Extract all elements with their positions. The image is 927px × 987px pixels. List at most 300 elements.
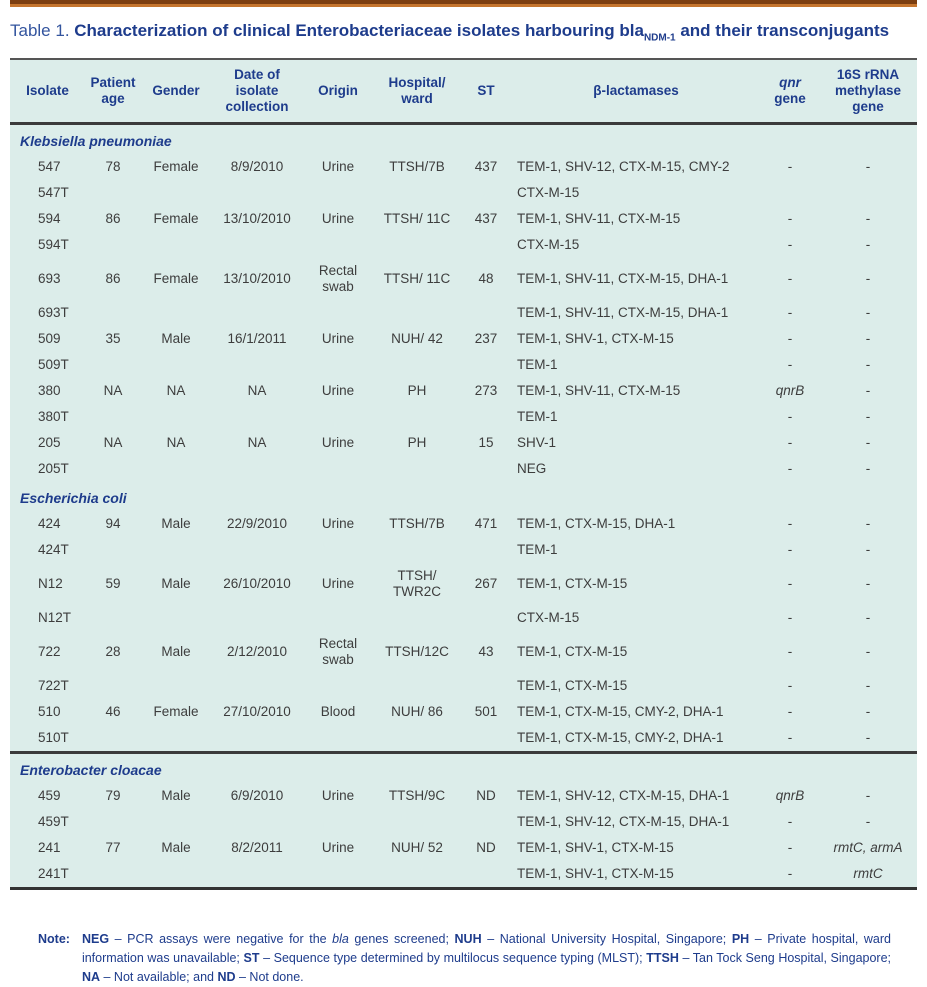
- cell-hospital-ward: TTSH/7B: [389, 159, 445, 174]
- table-row: [10, 456, 917, 482]
- cell-qnr-gene: -: [787, 331, 793, 346]
- column-header-patient-age: Patient age: [85, 59, 141, 124]
- cell-st: [461, 352, 511, 378]
- cell-origin: Urine: [321, 576, 355, 591]
- table-row: [10, 430, 917, 456]
- cell-st: [461, 673, 511, 699]
- column-header-st: ST: [461, 59, 511, 124]
- cell-qnr-gene: -: [787, 159, 793, 174]
- table-row: [10, 725, 917, 753]
- cell-qnr-gene: [761, 783, 819, 809]
- cell-hospital-ward: [373, 404, 461, 430]
- cell-16s-rrna-methylase-gene: -: [865, 644, 871, 659]
- section-name: Enterobacter cloacae: [10, 753, 917, 784]
- table-row: [10, 605, 917, 631]
- cell-gender: Male: [161, 644, 191, 659]
- cell-origin: [303, 861, 373, 889]
- text-segment: NUH: [454, 932, 482, 946]
- cell-isolate: 424: [38, 516, 61, 531]
- cell-beta-lactamases: TEM-1: [517, 357, 558, 372]
- cell-isolate: 693: [38, 271, 61, 286]
- cell-st: [461, 809, 511, 835]
- cell-isolate: 459T: [38, 814, 69, 829]
- cell-qnr-gene: -: [787, 542, 793, 557]
- cell-st: ND: [476, 840, 496, 855]
- section-header-row: [10, 124, 917, 155]
- cell-hospital-ward: PH: [407, 435, 427, 450]
- cell-gender: [141, 456, 211, 482]
- cell-st: ND: [476, 788, 496, 803]
- cell-isolate: 205T: [38, 461, 69, 476]
- cell-16s-rrna-methylase-gene: -: [865, 383, 871, 398]
- text-segment: gene: [774, 91, 806, 106]
- cell-date-of-isolate-collection: [211, 725, 303, 753]
- cell-beta-lactamases: TEM-1, SHV-11, CTX-M-15: [517, 211, 681, 226]
- table-row: [10, 352, 917, 378]
- table-title-main: Characterization of clinical Enterobacteriaceae isolates harbouring bla: [74, 21, 644, 40]
- cell-gender: Male: [161, 788, 191, 803]
- cell-isolate: 459: [38, 788, 61, 803]
- cell-st: 237: [474, 331, 498, 346]
- cell-patient-age: 78: [105, 159, 121, 174]
- cell-qnr-gene: -: [787, 461, 793, 476]
- column-header-beta-lactamases: β-lactamases: [511, 59, 761, 124]
- cell-date-of-isolate-collection: [211, 537, 303, 563]
- cell-16s-rrna-methylase-gene: -: [865, 542, 871, 557]
- cell-qnr-gene: -: [787, 610, 793, 625]
- table-row: [10, 404, 917, 430]
- cell-patient-age: 86: [105, 211, 121, 226]
- cell-qnr-gene: -: [787, 237, 793, 252]
- cell-beta-lactamases: TEM-1, SHV-1, CTX-M-15: [517, 331, 674, 346]
- text-segment: qnr: [779, 75, 801, 90]
- cell-16s-rrna-methylase-gene: -: [865, 788, 871, 803]
- cell-patient-age: [85, 725, 141, 753]
- cell-origin: Urine: [321, 383, 355, 398]
- cell-gender: Female: [153, 211, 199, 226]
- cell-date-of-isolate-collection: 13/10/2010: [223, 211, 291, 226]
- cell-gender: [141, 232, 211, 258]
- cell-16s-rrna-methylase-gene: -: [865, 435, 871, 450]
- cell-qnr-gene: -: [787, 305, 793, 320]
- cell-isolate: 510T: [38, 730, 69, 745]
- cell-beta-lactamases: TEM-1, SHV-1, CTX-M-15: [517, 866, 674, 881]
- table-row: [10, 563, 917, 605]
- cell-beta-lactamases: CTX-M-15: [517, 610, 580, 625]
- table-body: [10, 124, 917, 889]
- cell-st: [461, 456, 511, 482]
- cell-date-of-isolate-collection: 26/10/2010: [223, 576, 291, 591]
- cell-date-of-isolate-collection: [211, 861, 303, 889]
- cell-qnr-gene: -: [787, 271, 793, 286]
- text-segment: – Sequence type determined by multilocus sequence typing (MLST);: [259, 951, 647, 965]
- cell-gender: Male: [161, 516, 191, 531]
- cell-date-of-isolate-collection: [211, 404, 303, 430]
- column-header-16s-rrna-methylase-gene: 16S rRNA methylase gene: [819, 59, 917, 124]
- cell-patient-age: [85, 537, 141, 563]
- cell-hospital-ward: TTSH/ TWR2C: [393, 568, 441, 599]
- cell-gender: NA: [166, 435, 186, 450]
- cell-isolate: 205: [38, 435, 61, 450]
- cell-origin: Urine: [321, 788, 355, 803]
- table-number-label: Table 1.: [10, 21, 75, 40]
- table-row: [10, 154, 917, 180]
- cell-hospital-ward: TTSH/9C: [388, 788, 446, 803]
- table-row: [10, 809, 917, 835]
- cell-patient-age: [85, 456, 141, 482]
- cell-gender: Male: [161, 331, 191, 346]
- cell-origin: [303, 537, 373, 563]
- table-note: [38, 930, 891, 987]
- section-header-row: [10, 753, 917, 784]
- cell-beta-lactamases: TEM-1: [517, 542, 558, 557]
- cell-hospital-ward: [373, 232, 461, 258]
- cell-beta-lactamases: CTX-M-15: [517, 237, 580, 252]
- text-segment: qnrB: [775, 383, 805, 398]
- cell-isolate: N12T: [38, 610, 72, 625]
- cell-st: [461, 861, 511, 889]
- cell-beta-lactamases: TEM-1, CTX-M-15, CMY-2, DHA-1: [517, 704, 724, 719]
- cell-16s-rrna-methylase-gene: -: [865, 678, 871, 693]
- cell-hospital-ward: [373, 456, 461, 482]
- cell-isolate: 722: [38, 644, 61, 659]
- cell-patient-age: 59: [105, 576, 121, 591]
- cell-gender: [141, 180, 211, 206]
- column-header-hospital-ward: Hospital/ ward: [373, 59, 461, 124]
- cell-patient-age: [85, 404, 141, 430]
- cell-hospital-ward: [373, 605, 461, 631]
- cell-beta-lactamases: TEM-1, SHV-12, CTX-M-15, DHA-1: [517, 788, 730, 803]
- cell-date-of-isolate-collection: 2/12/2010: [226, 644, 288, 659]
- text-segment: ND: [217, 970, 236, 984]
- cell-patient-age: 77: [105, 840, 121, 855]
- table-row: [10, 783, 917, 809]
- cell-st: [461, 605, 511, 631]
- cell-16s-rrna-methylase-gene: -: [865, 704, 871, 719]
- cell-16s-rrna-methylase-gene: -: [865, 576, 871, 591]
- text-segment: ST: [243, 951, 260, 965]
- table-row: [10, 326, 917, 352]
- cell-qnr-gene: -: [787, 435, 793, 450]
- cell-beta-lactamases: SHV-1: [517, 435, 557, 450]
- cell-isolate: 424T: [38, 542, 69, 557]
- cell-beta-lactamases: CTX-M-15: [517, 185, 580, 200]
- cell-origin: Urine: [321, 211, 355, 226]
- cell-st: [461, 300, 511, 326]
- cell-st: [461, 232, 511, 258]
- cell-date-of-isolate-collection: [211, 809, 303, 835]
- section-header-row: [10, 482, 917, 511]
- section-name: Escherichia coli: [20, 490, 127, 506]
- cell-beta-lactamases: TEM-1, CTX-M-15: [517, 644, 628, 659]
- cell-st: 501: [474, 704, 498, 719]
- cell-qnr-gene: -: [787, 357, 793, 372]
- cell-origin: [303, 456, 373, 482]
- text-segment: bla: [332, 932, 349, 946]
- table-title-suffix: and their transconjugants: [675, 21, 890, 40]
- cell-origin: [303, 180, 373, 206]
- text-segment: NEG: [81, 932, 110, 946]
- cell-beta-lactamases: TEM-1, CTX-M-15, DHA-1: [517, 516, 676, 531]
- cell-date-of-isolate-collection: [211, 605, 303, 631]
- cell-origin: [303, 404, 373, 430]
- cell-patient-age: [85, 352, 141, 378]
- cell-origin: Urine: [321, 159, 355, 174]
- cell-gender: Female: [153, 271, 199, 286]
- cell-hospital-ward: [373, 300, 461, 326]
- cell-isolate: 241T: [38, 866, 69, 881]
- cell-patient-age: 94: [105, 516, 121, 531]
- cell-patient-age: 35: [105, 331, 121, 346]
- cell-patient-age: [85, 232, 141, 258]
- cell-st: 267: [474, 576, 498, 591]
- text-segment: – Not available; and: [100, 970, 218, 984]
- cell-isolate: 693T: [38, 305, 69, 320]
- cell-beta-lactamases: TEM-1, CTX-M-15: [517, 678, 628, 693]
- cell-origin: [303, 605, 373, 631]
- cell-date-of-isolate-collection: 27/10/2010: [223, 704, 291, 719]
- cell-date-of-isolate-collection: [211, 300, 303, 326]
- cell-st: 15: [478, 435, 494, 450]
- cell-date-of-isolate-collection: 6/9/2010: [230, 788, 284, 803]
- cell-gender: [141, 725, 211, 753]
- table-row: [10, 180, 917, 206]
- cell-16s-rrna-methylase-gene: -: [865, 211, 871, 226]
- cell-gender: Male: [161, 576, 191, 591]
- table-row: [10, 631, 917, 673]
- cell-origin: Rectal swab: [318, 636, 358, 667]
- cell-patient-age: 46: [105, 704, 121, 719]
- cell-hospital-ward: [373, 673, 461, 699]
- cell-qnr-gene: -: [787, 516, 793, 531]
- cell-origin: Urine: [321, 331, 355, 346]
- cell-date-of-isolate-collection: 13/10/2010: [223, 271, 291, 286]
- cell-hospital-ward: TTSH/ 11C: [383, 211, 451, 226]
- cell-16s-rrna-methylase-gene: -: [865, 516, 871, 531]
- cell-16s-rrna-methylase-gene: -: [865, 610, 871, 625]
- cell-st: 273: [474, 383, 498, 398]
- cell-origin: [303, 232, 373, 258]
- cell-qnr-gene: -: [787, 814, 793, 829]
- cell-patient-age: 79: [105, 788, 121, 803]
- text-segment: – Tan Tock Seng Hospital, Singapore;: [678, 951, 892, 965]
- cell-st: 437: [474, 159, 498, 174]
- cell-patient-age: [85, 300, 141, 326]
- cell-hospital-ward: [373, 352, 461, 378]
- cell-patient-age: NA: [103, 435, 123, 450]
- cell-origin: Urine: [321, 435, 355, 450]
- cell-gender: [141, 673, 211, 699]
- table-row: [10, 673, 917, 699]
- cell-qnr-gene: -: [787, 211, 793, 226]
- cell-date-of-isolate-collection: 8/9/2010: [230, 159, 284, 174]
- cell-origin: [303, 673, 373, 699]
- column-header-isolate: Isolate: [10, 59, 85, 124]
- cell-qnr-gene: -: [787, 730, 793, 745]
- cell-16s-rrna-methylase-gene: -: [865, 814, 871, 829]
- cell-date-of-isolate-collection: 22/9/2010: [226, 516, 288, 531]
- cell-isolate: 380: [38, 383, 61, 398]
- cell-patient-age: NA: [103, 383, 123, 398]
- table-title-subscript: NDM-1: [643, 32, 676, 44]
- cell-16s-rrna-methylase-gene: -: [865, 237, 871, 252]
- cell-gender: Male: [161, 840, 191, 855]
- cell-isolate: 509T: [38, 357, 69, 372]
- cell-hospital-ward: TTSH/12C: [385, 644, 449, 659]
- cell-patient-age: [85, 673, 141, 699]
- cell-date-of-isolate-collection: [211, 180, 303, 206]
- cell-hospital-ward: NUH/ 86: [391, 704, 443, 719]
- text-segment: rmtC, armA: [833, 840, 903, 855]
- cell-patient-age: [85, 605, 141, 631]
- cell-16s-rrna-methylase-gene: [819, 835, 917, 861]
- cell-hospital-ward: PH: [407, 383, 427, 398]
- cell-qnr-gene: -: [787, 576, 793, 591]
- cell-date-of-isolate-collection: NA: [247, 435, 267, 450]
- cell-st: 471: [474, 516, 498, 531]
- text-segment: genes screened;: [348, 932, 455, 946]
- cell-patient-age: 86: [105, 271, 121, 286]
- cell-patient-age: [85, 861, 141, 889]
- cell-16s-rrna-methylase-gene: -: [865, 331, 871, 346]
- cell-beta-lactamases: TEM-1, SHV-1, CTX-M-15: [517, 840, 674, 855]
- table-row: [10, 378, 917, 404]
- cell-qnr-gene: -: [787, 840, 793, 855]
- column-header-date-of-isolate-collection: Date of isolate collection: [211, 59, 303, 124]
- cell-date-of-isolate-collection: [211, 232, 303, 258]
- cell-gender: [141, 809, 211, 835]
- table-row: [10, 511, 917, 537]
- cell-origin: [303, 352, 373, 378]
- cell-origin: Urine: [321, 516, 355, 531]
- cell-isolate: 241: [38, 840, 61, 855]
- cell-origin: [303, 725, 373, 753]
- cell-isolate: N12: [38, 576, 63, 591]
- cell-hospital-ward: [373, 725, 461, 753]
- table-row: [10, 300, 917, 326]
- cell-hospital-ward: [373, 180, 461, 206]
- cell-hospital-ward: TTSH/ 11C: [383, 271, 451, 286]
- cell-isolate: 594T: [38, 237, 69, 252]
- cell-16s-rrna-methylase-gene: -: [865, 357, 871, 372]
- cell-gender: [141, 537, 211, 563]
- cell-isolate: 594: [38, 211, 61, 226]
- cell-beta-lactamases: TEM-1, CTX-M-15: [517, 576, 628, 591]
- cell-patient-age: 28: [105, 644, 121, 659]
- cell-isolate: 722T: [38, 678, 69, 693]
- text-segment: – PCR assays were negative for the: [109, 932, 333, 946]
- cell-beta-lactamases: TEM-1, CTX-M-15, CMY-2, DHA-1: [517, 730, 724, 745]
- section-name: Klebsiella pneumoniae: [20, 133, 172, 149]
- cell-origin: [303, 809, 373, 835]
- text-segment: – Private hospital, ward information was unavailable;: [81, 932, 891, 965]
- cell-origin: Rectal swab: [318, 263, 358, 294]
- cell-16s-rrna-methylase-gene: [819, 861, 917, 889]
- note-label: Note:: [38, 932, 70, 946]
- cell-gender: [141, 352, 211, 378]
- cell-gender: NA: [166, 383, 186, 398]
- cell-date-of-isolate-collection: [211, 352, 303, 378]
- text-segment: rmtC: [853, 866, 883, 881]
- cell-isolate: 510: [38, 704, 61, 719]
- cell-qnr-gene: -: [787, 644, 793, 659]
- cell-hospital-ward: [373, 809, 461, 835]
- cell-date-of-isolate-collection: 16/1/2011: [227, 331, 287, 346]
- cell-origin: [303, 300, 373, 326]
- cell-patient-age: [85, 809, 141, 835]
- cell-st: 43: [478, 644, 494, 659]
- table-row: [10, 537, 917, 563]
- cell-beta-lactamases: TEM-1, SHV-11, CTX-M-15, DHA-1: [517, 305, 729, 320]
- text-segment: – Not done.: [235, 970, 304, 984]
- cell-16s-rrna-methylase-gene: -: [865, 159, 871, 174]
- cell-gender: [141, 861, 211, 889]
- cell-patient-age: [85, 180, 141, 206]
- cell-st: 437: [474, 211, 498, 226]
- cell-beta-lactamases: TEM-1, SHV-11, CTX-M-15: [517, 383, 681, 398]
- table-row: [10, 258, 917, 300]
- cell-qnr-gene: -: [787, 866, 793, 881]
- column-header-gender: Gender: [141, 59, 211, 124]
- cell-hospital-ward: NUH/ 52: [391, 840, 443, 855]
- page-title: [10, 20, 917, 42]
- cell-qnr-gene: -: [787, 678, 793, 693]
- cell-date-of-isolate-collection: [211, 673, 303, 699]
- cell-beta-lactamases: TEM-1, SHV-11, CTX-M-15, DHA-1: [517, 271, 729, 286]
- cell-origin: Blood: [320, 704, 356, 719]
- note-body: [82, 930, 891, 987]
- column-header-origin: Origin: [303, 59, 373, 124]
- cell-qnr-gene: -: [787, 704, 793, 719]
- table-row: [10, 835, 917, 861]
- cell-st: [461, 725, 511, 753]
- cell-16s-rrna-methylase-gene: -: [865, 730, 871, 745]
- cell-gender: Female: [153, 704, 199, 719]
- cell-st: 48: [478, 271, 494, 286]
- cell-beta-lactamases: NEG: [517, 461, 547, 476]
- cell-beta-lactamases: TEM-1: [517, 409, 558, 424]
- cell-isolate: 509: [38, 331, 61, 346]
- isolates-table: [10, 58, 917, 890]
- cell-isolate: 547T: [38, 185, 69, 200]
- cell-hospital-ward: TTSH/7B: [389, 516, 445, 531]
- cell-qnr-gene: -: [787, 409, 793, 424]
- cell-st: [461, 180, 511, 206]
- cell-hospital-ward: [373, 537, 461, 563]
- cell-isolate: 380T: [38, 409, 69, 424]
- text-segment: – National University Hospital, Singapore;: [481, 932, 732, 946]
- cell-16s-rrna-methylase-gene: -: [865, 461, 871, 476]
- cell-date-of-isolate-collection: 8/2/2011: [231, 840, 283, 855]
- cell-hospital-ward: [373, 861, 461, 889]
- cell-date-of-isolate-collection: [211, 456, 303, 482]
- cell-origin: Urine: [321, 840, 355, 855]
- text-segment: TTSH: [646, 951, 679, 965]
- cell-st: [461, 537, 511, 563]
- header-row: [10, 59, 917, 124]
- cell-date-of-isolate-collection: NA: [247, 383, 267, 398]
- text-segment: NA: [81, 970, 101, 984]
- table-row: [10, 206, 917, 232]
- cell-gender: [141, 605, 211, 631]
- cell-hospital-ward: NUH/ 42: [391, 331, 443, 346]
- cell-gender: Female: [153, 159, 199, 174]
- table-row: [10, 861, 917, 889]
- cell-qnr-gene: [761, 180, 819, 206]
- cell-qnr-gene: [761, 378, 819, 404]
- cell-gender: [141, 404, 211, 430]
- cell-16s-rrna-methylase-gene: [819, 180, 917, 206]
